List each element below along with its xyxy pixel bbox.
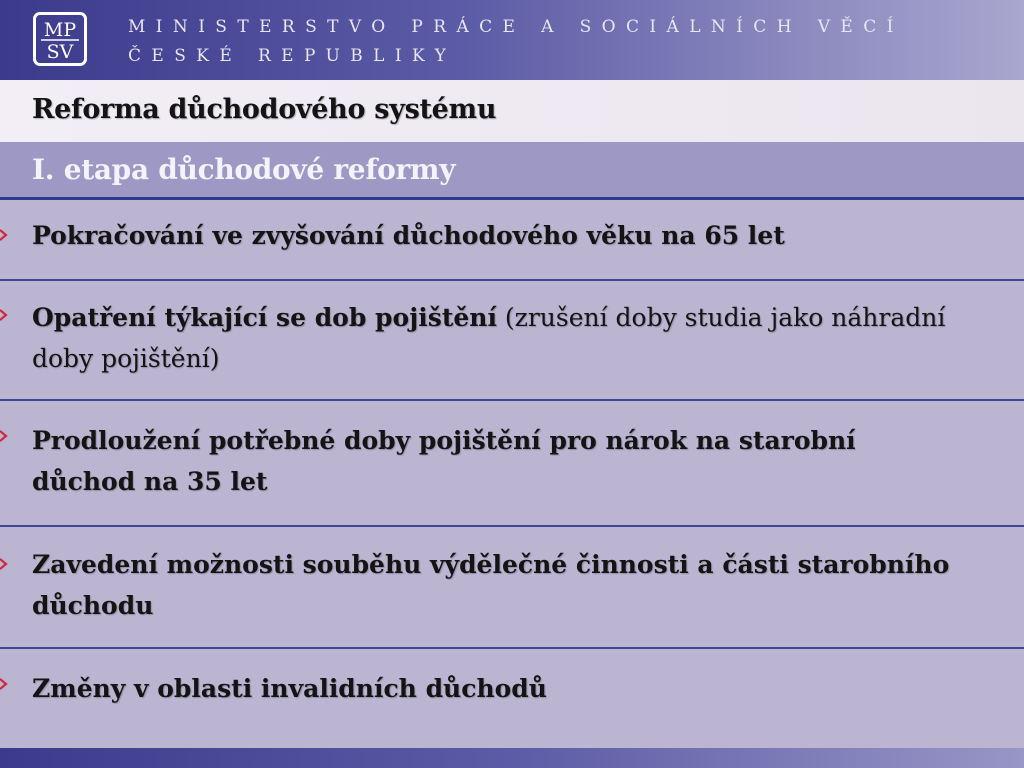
logo-text-bottom: SV [46,41,74,62]
subtitle-band [0,142,1024,200]
list-item-normal: (zrušení doby studia jako náhradní doby pojištění) [32,303,946,373]
list-item [0,649,1024,748]
list-item [0,401,1024,525]
list-item-text [32,544,962,626]
list-item [0,200,1024,280]
page-subtitle: I. etapa důchodové reformy [32,153,456,186]
list-item-bold: Změny v oblasti invalidních důchodů [32,674,547,703]
list-item [0,527,1024,647]
ministry-name-line1: MINISTERSTVO PRÁCE A SOCIÁLNÍCH VĚCÍ [128,17,904,37]
list-item [0,281,1024,399]
header-bar [0,0,1024,80]
list-item-text [32,668,962,709]
list-item-text [32,297,962,379]
mpsv-logo-graphic [37,16,83,62]
list-item-bold: Zavedení možnosti souběhu výdělečné činnosti a části starobního důchodu [32,550,950,620]
bullet-arrow-icon [0,678,10,690]
bullet-arrow-icon [0,229,10,241]
logo-text-top: MP [43,19,77,41]
title-band [0,80,1024,142]
page-title: Reforma důchodového systému [32,94,497,125]
list-item-bold: Prodloužení potřebné doby pojištění pro nárok na starobní důchod na 35 let [32,426,856,496]
bullet-arrow-icon [0,558,10,570]
footer-bar [0,748,1024,768]
bullet-arrow-icon [0,309,10,321]
list-item-text [32,215,962,256]
ministry-name-line2: ČESKÉ REPUBLIKY [128,46,457,66]
bullet-arrow-icon [0,430,10,442]
list-item-bold: Pokračování ve zvyšování důchodového věku na 65 let [32,221,785,250]
list-item-bold: Opatření týkající se dob pojištění [32,303,497,332]
mpsv-logo [33,12,87,66]
list-item-text [32,420,962,502]
